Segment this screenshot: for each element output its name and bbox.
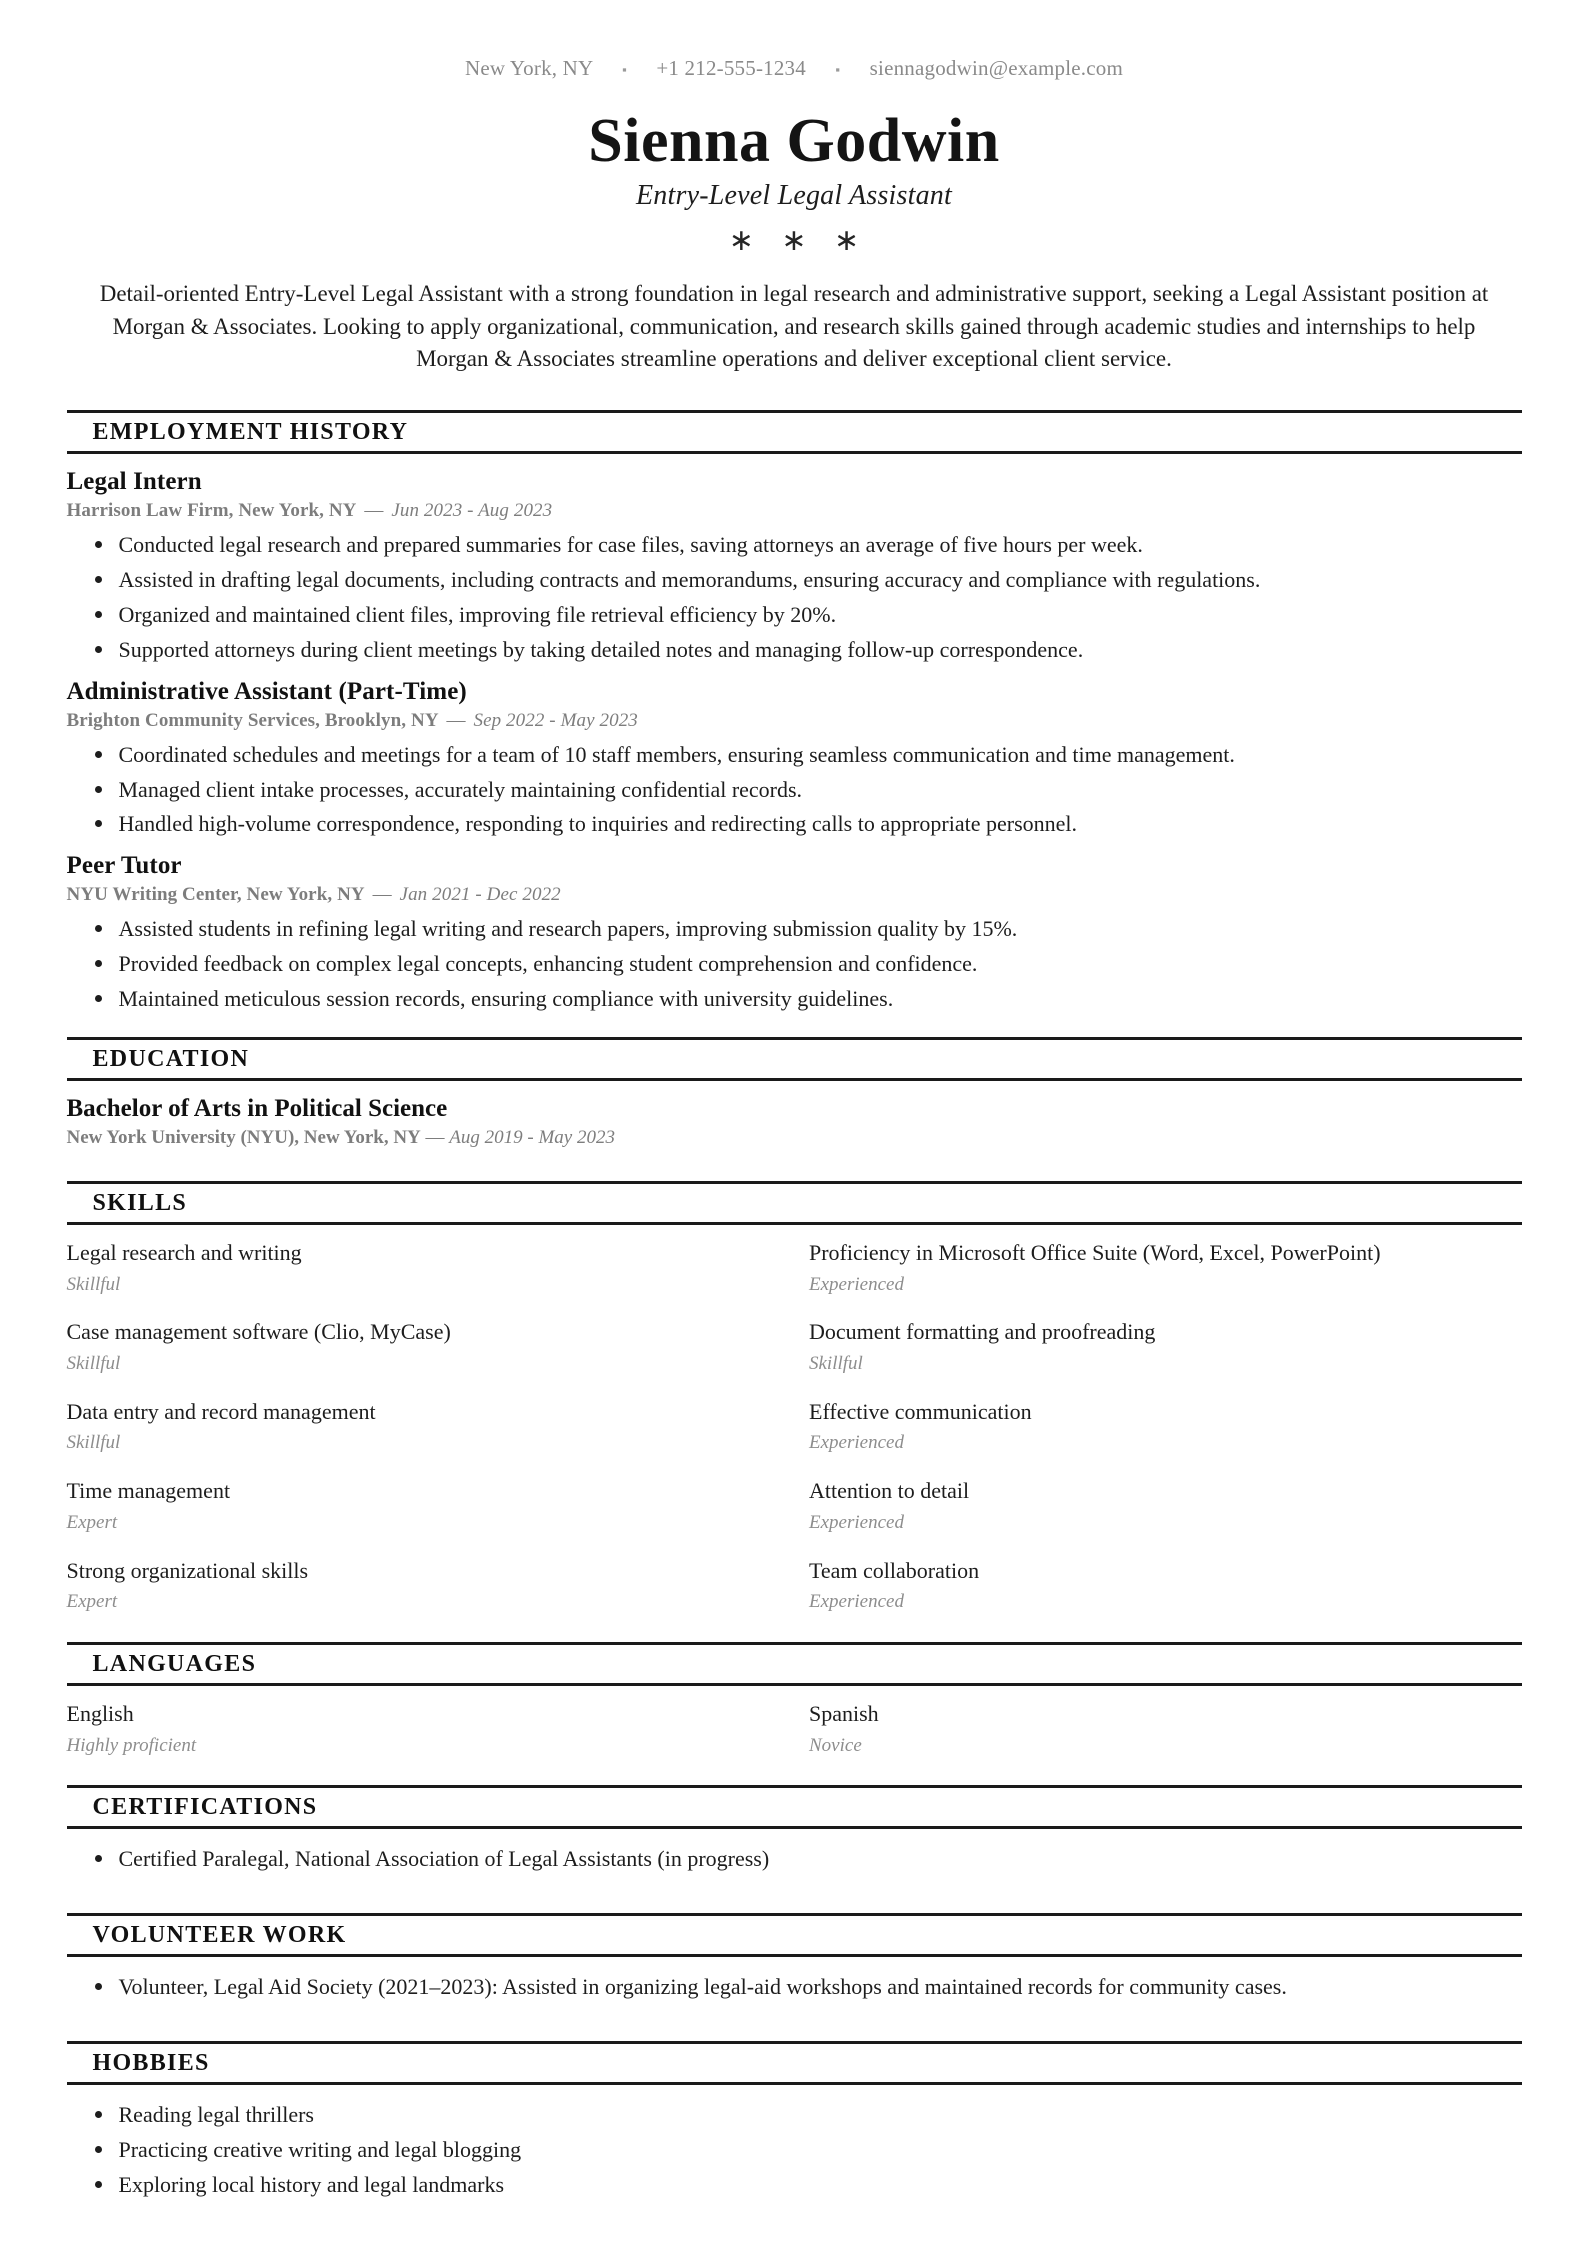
education-entry-list [67,1095,1522,1149]
skill-level: Skillful [66,1432,121,1454]
contact-separator-1: ▪ [622,62,627,78]
list-item: Conducted legal research and prepared summaries for case files, saving attorneys an average of five hours per week. [67,529,1522,561]
spacer [67,1155,1522,1181]
skill-item [67,1239,780,1296]
list-item: Volunteer, Legal Aid Society (2021–2023): Assisted in organizing legal-aid workshops and maintained records for community cases. [67,1971,1522,2003]
section-title-education: EDUCATION [92,1045,250,1072]
section-employment-history [67,410,1522,1015]
language-item [809,1700,1522,1757]
list-item: Exploring local history and legal landmarks [67,2169,1522,2201]
contact-email: siennagodwin@example.com [869,56,1123,80]
employment-bullet-list [67,739,1522,841]
list-item: Handled high-volume correspondence, responding to inquiries and redirecting calls to appropriate personnel. [67,808,1522,840]
volunteer-list [67,1971,1522,2003]
language-level: Novice [809,1734,862,1756]
employment-organization: Brighton Community Services, Brooklyn, NY [66,709,439,731]
skill-level: Expert [66,1591,118,1613]
list-item: Practicing creative writing and legal blogging [67,2134,1522,2166]
resume-content [67,0,1522,2201]
skill-name: Effective communication [809,1398,1032,1424]
contact-line [67,56,1522,81]
list-item: Assisted in drafting legal documents, including contracts and memorandums, ensuring accuracy and compliance with regulations. [67,564,1522,596]
skill-item [67,1557,780,1614]
skill-name: Strong organizational skills [66,1557,309,1583]
skill-item [809,1239,1522,1296]
skill-level: Experienced [809,1511,904,1533]
contact-phone: +1 212-555-1234 [656,56,806,80]
employment-job-title: Peer Tutor [66,852,182,880]
skill-item [67,1398,780,1455]
list-item: Maintained meticulous session records, ensuring compliance with university guidelines. [67,983,1522,1015]
section-education [67,1037,1522,1149]
candidate-name: Sienna Godwin [588,107,1000,175]
skill-item [67,1477,780,1534]
language-level: Highly proficient [66,1734,197,1756]
employment-job-title: Administrative Assistant (Part-Time) [66,677,467,705]
skill-name: Data entry and record management [66,1398,376,1424]
section-title-hobbies: HOBBIES [92,2050,210,2077]
contact-separator-2: ▪ [835,62,841,78]
skill-name: Attention to detail [809,1478,970,1504]
employment-bullet-list [67,529,1522,666]
employment-dates: Jun 2023 - Aug 2023 [391,500,553,522]
employment-job-meta [67,710,1522,732]
spacer [67,2015,1522,2041]
skills-grid [67,1239,1522,1636]
employment-meta-dash: — [359,500,389,522]
employment-organization: NYU Writing Center, New York, NY [66,884,365,906]
skill-item [809,1398,1522,1455]
education-entry [67,1095,1522,1149]
section-title-languages: LANGUAGES [92,1650,257,1677]
section-title-employment: EMPLOYMENT HISTORY [92,419,409,446]
section-header-employment [67,410,1522,454]
spacer [67,1027,1522,1037]
skill-level: Skillful [809,1352,863,1374]
skill-name: Proficiency in Microsoft Office Suite (Word, Excel, PowerPoint) [809,1239,1381,1265]
language-item [67,1700,780,1757]
asterisk-divider: ∗ ∗ ∗ [728,224,870,258]
certifications-list [67,1843,1522,1875]
employment-meta-dash: — [367,884,397,906]
education-meta [67,1127,1522,1149]
skill-name: Case management software (Clio, MyCase) [66,1319,451,1345]
skill-name: Document formatting and proofreading [809,1319,1156,1345]
education-dates: Aug 2019 - May 2023 [449,1126,615,1148]
section-hobbies [67,2041,1522,2201]
list-item: Managed client intake processes, accurately maintaining confidential records. [67,774,1522,806]
section-title-skills: SKILLS [92,1189,188,1216]
skill-level: Expert [66,1511,118,1533]
section-title-volunteer: VOLUNTEER WORK [92,1922,347,1949]
section-skills [67,1181,1522,1636]
skill-name: Time management [66,1478,231,1504]
section-header-languages [67,1642,1522,1686]
language-name: English [66,1700,134,1726]
section-volunteer-work [67,1913,1522,2003]
section-header-education [67,1037,1522,1081]
section-header-skills [67,1181,1522,1225]
section-header-certifications [67,1785,1522,1829]
employment-dates: Sep 2022 - May 2023 [473,709,638,731]
employment-job-list [67,468,1522,1015]
skill-name: Team collaboration [809,1557,980,1583]
language-name: Spanish [809,1700,879,1726]
employment-entry [67,852,1522,1015]
employment-entry [67,678,1522,841]
skill-name: Legal research and writing [66,1239,302,1265]
list-item: Coordinated schedules and meetings for a team of 10 staff members, ensuring seamless communication and time management. [67,739,1522,771]
skill-level: Skillful [66,1273,121,1295]
education-meta-dash: — [420,1126,450,1148]
employment-dates: Jan 2021 - Dec 2022 [399,884,561,906]
skill-level: Experienced [809,1273,904,1295]
list-item: Organized and maintained client files, improving file retrieval efficiency by 20%. [67,599,1522,631]
spacer [67,1887,1522,1913]
candidate-job-title: Entry-Level Legal Assistant [636,180,952,212]
skill-level: Experienced [809,1591,904,1613]
skill-item [809,1477,1522,1534]
section-certifications [67,1785,1522,1875]
section-title-certifications: CERTIFICATIONS [92,1794,318,1821]
employment-meta-dash: — [441,709,471,731]
employment-bullet-list [67,913,1522,1015]
employment-job-title: Legal Intern [66,468,202,496]
skill-item [809,1557,1522,1614]
contact-location: New York, NY [465,56,593,80]
professional-summary: Detail-oriented Entry-Level Legal Assistant with a strong foundation in legal research and administrative support, seeking a Legal Assistant position at Morgan & Associates. Looking to apply organizational, communication, and research skills gained through academic studies and internships to help Morgan & Associates streamline operations and deliver exceptional client service. [99,281,1489,372]
education-institution: New York University (NYU), New York, NY [66,1126,421,1148]
list-item: Provided feedback on complex legal concepts, enhancing student comprehension and confidence. [67,948,1522,980]
skill-level: Experienced [809,1432,904,1454]
skill-item [67,1318,780,1375]
languages-grid [67,1700,1522,1779]
list-item: Assisted students in refining legal writing and research papers, improving submission quality by 15%. [67,913,1522,945]
section-languages [67,1642,1522,1779]
list-item: Reading legal thrillers [67,2099,1522,2131]
skill-level: Skillful [66,1352,121,1374]
employment-organization: Harrison Law Firm, New York, NY [66,500,357,522]
employment-job-meta [67,884,1522,906]
section-header-hobbies [67,2041,1522,2085]
list-item: Certified Paralegal, National Association of Legal Assistants (in progress) [67,1843,1522,1875]
skill-item [809,1318,1522,1375]
employment-job-meta [67,500,1522,522]
education-degree: Bachelor of Arts in Political Science [66,1094,448,1122]
section-header-volunteer [67,1913,1522,1957]
hobbies-list [67,2099,1522,2201]
list-item: Supported attorneys during client meetings by taking detailed notes and managing follow-up correspondence. [67,634,1522,666]
employment-entry [67,468,1522,666]
